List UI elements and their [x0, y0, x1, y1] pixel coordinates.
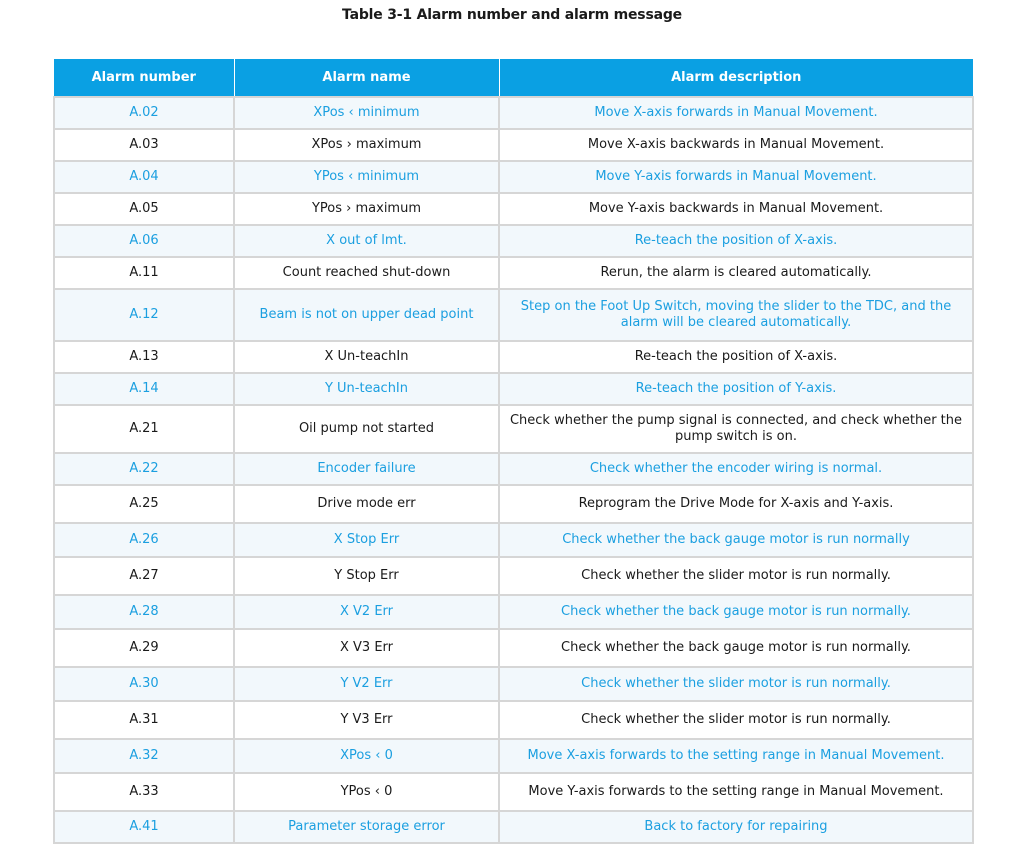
alarm-description-cell: Move X-axis forwards to the setting range in Manual Movement. [499, 739, 973, 773]
table-row [54, 701, 973, 739]
table-row [54, 811, 973, 843]
alarm-description-cell: Reprogram the Drive Mode for X-axis and Y-axis. [499, 485, 973, 523]
alarm-name-cell: XPos ‹ 0 [234, 739, 499, 773]
table-row [54, 373, 973, 405]
alarm-name-cell: Y Stop Err [234, 557, 499, 595]
alarm-description-cell: Check whether the encoder wiring is normal. [499, 453, 973, 485]
alarm-number-cell: A.22 [54, 453, 234, 485]
alarm-description-cell: Check whether the slider motor is run normally. [499, 557, 973, 595]
alarm-name-cell: Y Un-teachIn [234, 373, 499, 405]
table-row [54, 97, 973, 129]
alarm-number-cell: A.14 [54, 373, 234, 405]
alarm-description-cell: Check whether the back gauge motor is run normally [499, 523, 973, 557]
table-row [54, 629, 973, 667]
alarm-name-cell: Oil pump not started [234, 405, 499, 453]
alarm-description-cell: Check whether the back gauge motor is run normally. [499, 595, 973, 629]
alarm-description-cell: Move Y-axis forwards in Manual Movement. [499, 161, 973, 193]
table-row [54, 773, 973, 811]
alarm-description-cell: Re-teach the position of X-axis. [499, 225, 973, 257]
alarm-name-cell: YPos ‹ minimum [234, 161, 499, 193]
alarm-number-cell: A.04 [54, 161, 234, 193]
alarm-name-cell: Y V3 Err [234, 701, 499, 739]
alarm-description-cell: Re-teach the position of X-axis. [499, 341, 973, 373]
alarm-number-cell: A.30 [54, 667, 234, 701]
table-row [54, 341, 973, 373]
alarm-number-cell: A.05 [54, 193, 234, 225]
column-header-alarm-name: Alarm name [234, 59, 499, 97]
alarm-description-cell: Back to factory for repairing [499, 811, 973, 843]
column-header-alarm-number: Alarm number [54, 59, 234, 97]
alarm-number-cell: A.25 [54, 485, 234, 523]
table-row [54, 485, 973, 523]
alarm-name-cell: Count reached shut-down [234, 257, 499, 289]
alarm-number-cell: A.02 [54, 97, 234, 129]
alarm-number-cell: A.29 [54, 629, 234, 667]
table-row [54, 523, 973, 557]
table-row [54, 193, 973, 225]
alarm-description-cell: Check whether the pump signal is connected, and check whether the pump switch is on. [499, 405, 973, 453]
column-header-alarm-description: Alarm description [499, 59, 973, 97]
alarm-number-cell: A.41 [54, 811, 234, 843]
alarm-name-cell: YPos › maximum [234, 193, 499, 225]
table-row [54, 453, 973, 485]
alarm-name-cell: Beam is not on upper dead point [234, 289, 499, 341]
alarm-description-cell: Move X-axis backwards in Manual Movement. [499, 129, 973, 161]
alarm-name-cell: X out of lmt. [234, 225, 499, 257]
table-row [54, 739, 973, 773]
alarm-table [53, 59, 974, 844]
alarm-name-cell: YPos ‹ 0 [234, 773, 499, 811]
alarm-description-cell: Move Y-axis backwards in Manual Movement. [499, 193, 973, 225]
alarm-number-cell: A.33 [54, 773, 234, 811]
alarm-number-cell: A.31 [54, 701, 234, 739]
alarm-number-cell: A.03 [54, 129, 234, 161]
alarm-description-cell: Re-teach the position of Y-axis. [499, 373, 973, 405]
table-row [54, 225, 973, 257]
alarm-name-cell: Parameter storage error [234, 811, 499, 843]
alarm-name-cell: X Un-teachIn [234, 341, 499, 373]
alarm-number-cell: A.11 [54, 257, 234, 289]
table-row [54, 405, 973, 453]
alarm-name-cell: XPos ‹ minimum [234, 97, 499, 129]
alarm-number-cell: A.32 [54, 739, 234, 773]
table-row [54, 595, 973, 629]
table-row [54, 667, 973, 701]
table-body [54, 97, 973, 843]
table-row [54, 557, 973, 595]
table-row [54, 161, 973, 193]
alarm-number-cell: A.12 [54, 289, 234, 341]
alarm-number-cell: A.27 [54, 557, 234, 595]
alarm-name-cell: X Stop Err [234, 523, 499, 557]
alarm-name-cell: Y V2 Err [234, 667, 499, 701]
alarm-number-cell: A.13 [54, 341, 234, 373]
table-row [54, 129, 973, 161]
alarm-description-cell: Step on the Foot Up Switch, moving the slider to the TDC, and the alarm will be cleared automatically. [499, 289, 973, 341]
alarm-description-cell: Move X-axis forwards in Manual Movement. [499, 97, 973, 129]
alarm-description-cell: Check whether the back gauge motor is run normally. [499, 629, 973, 667]
alarm-name-cell: X V3 Err [234, 629, 499, 667]
table-row [54, 289, 973, 341]
alarm-number-cell: A.26 [54, 523, 234, 557]
alarm-description-cell: Rerun, the alarm is cleared automatically. [499, 257, 973, 289]
alarm-description-cell: Move Y-axis forwards to the setting range in Manual Movement. [499, 773, 973, 811]
table-header-row [54, 59, 973, 97]
alarm-description-cell: Check whether the slider motor is run normally. [499, 701, 973, 739]
alarm-number-cell: A.06 [54, 225, 234, 257]
page-title: Table 3-1 Alarm number and alarm message [342, 7, 682, 23]
table-row [54, 257, 973, 289]
alarm-name-cell: X V2 Err [234, 595, 499, 629]
alarm-name-cell: Drive mode err [234, 485, 499, 523]
alarm-description-cell: Check whether the slider motor is run normally. [499, 667, 973, 701]
alarm-name-cell: Encoder failure [234, 453, 499, 485]
alarm-number-cell: A.21 [54, 405, 234, 453]
alarm-number-cell: A.28 [54, 595, 234, 629]
alarm-name-cell: XPos › maximum [234, 129, 499, 161]
